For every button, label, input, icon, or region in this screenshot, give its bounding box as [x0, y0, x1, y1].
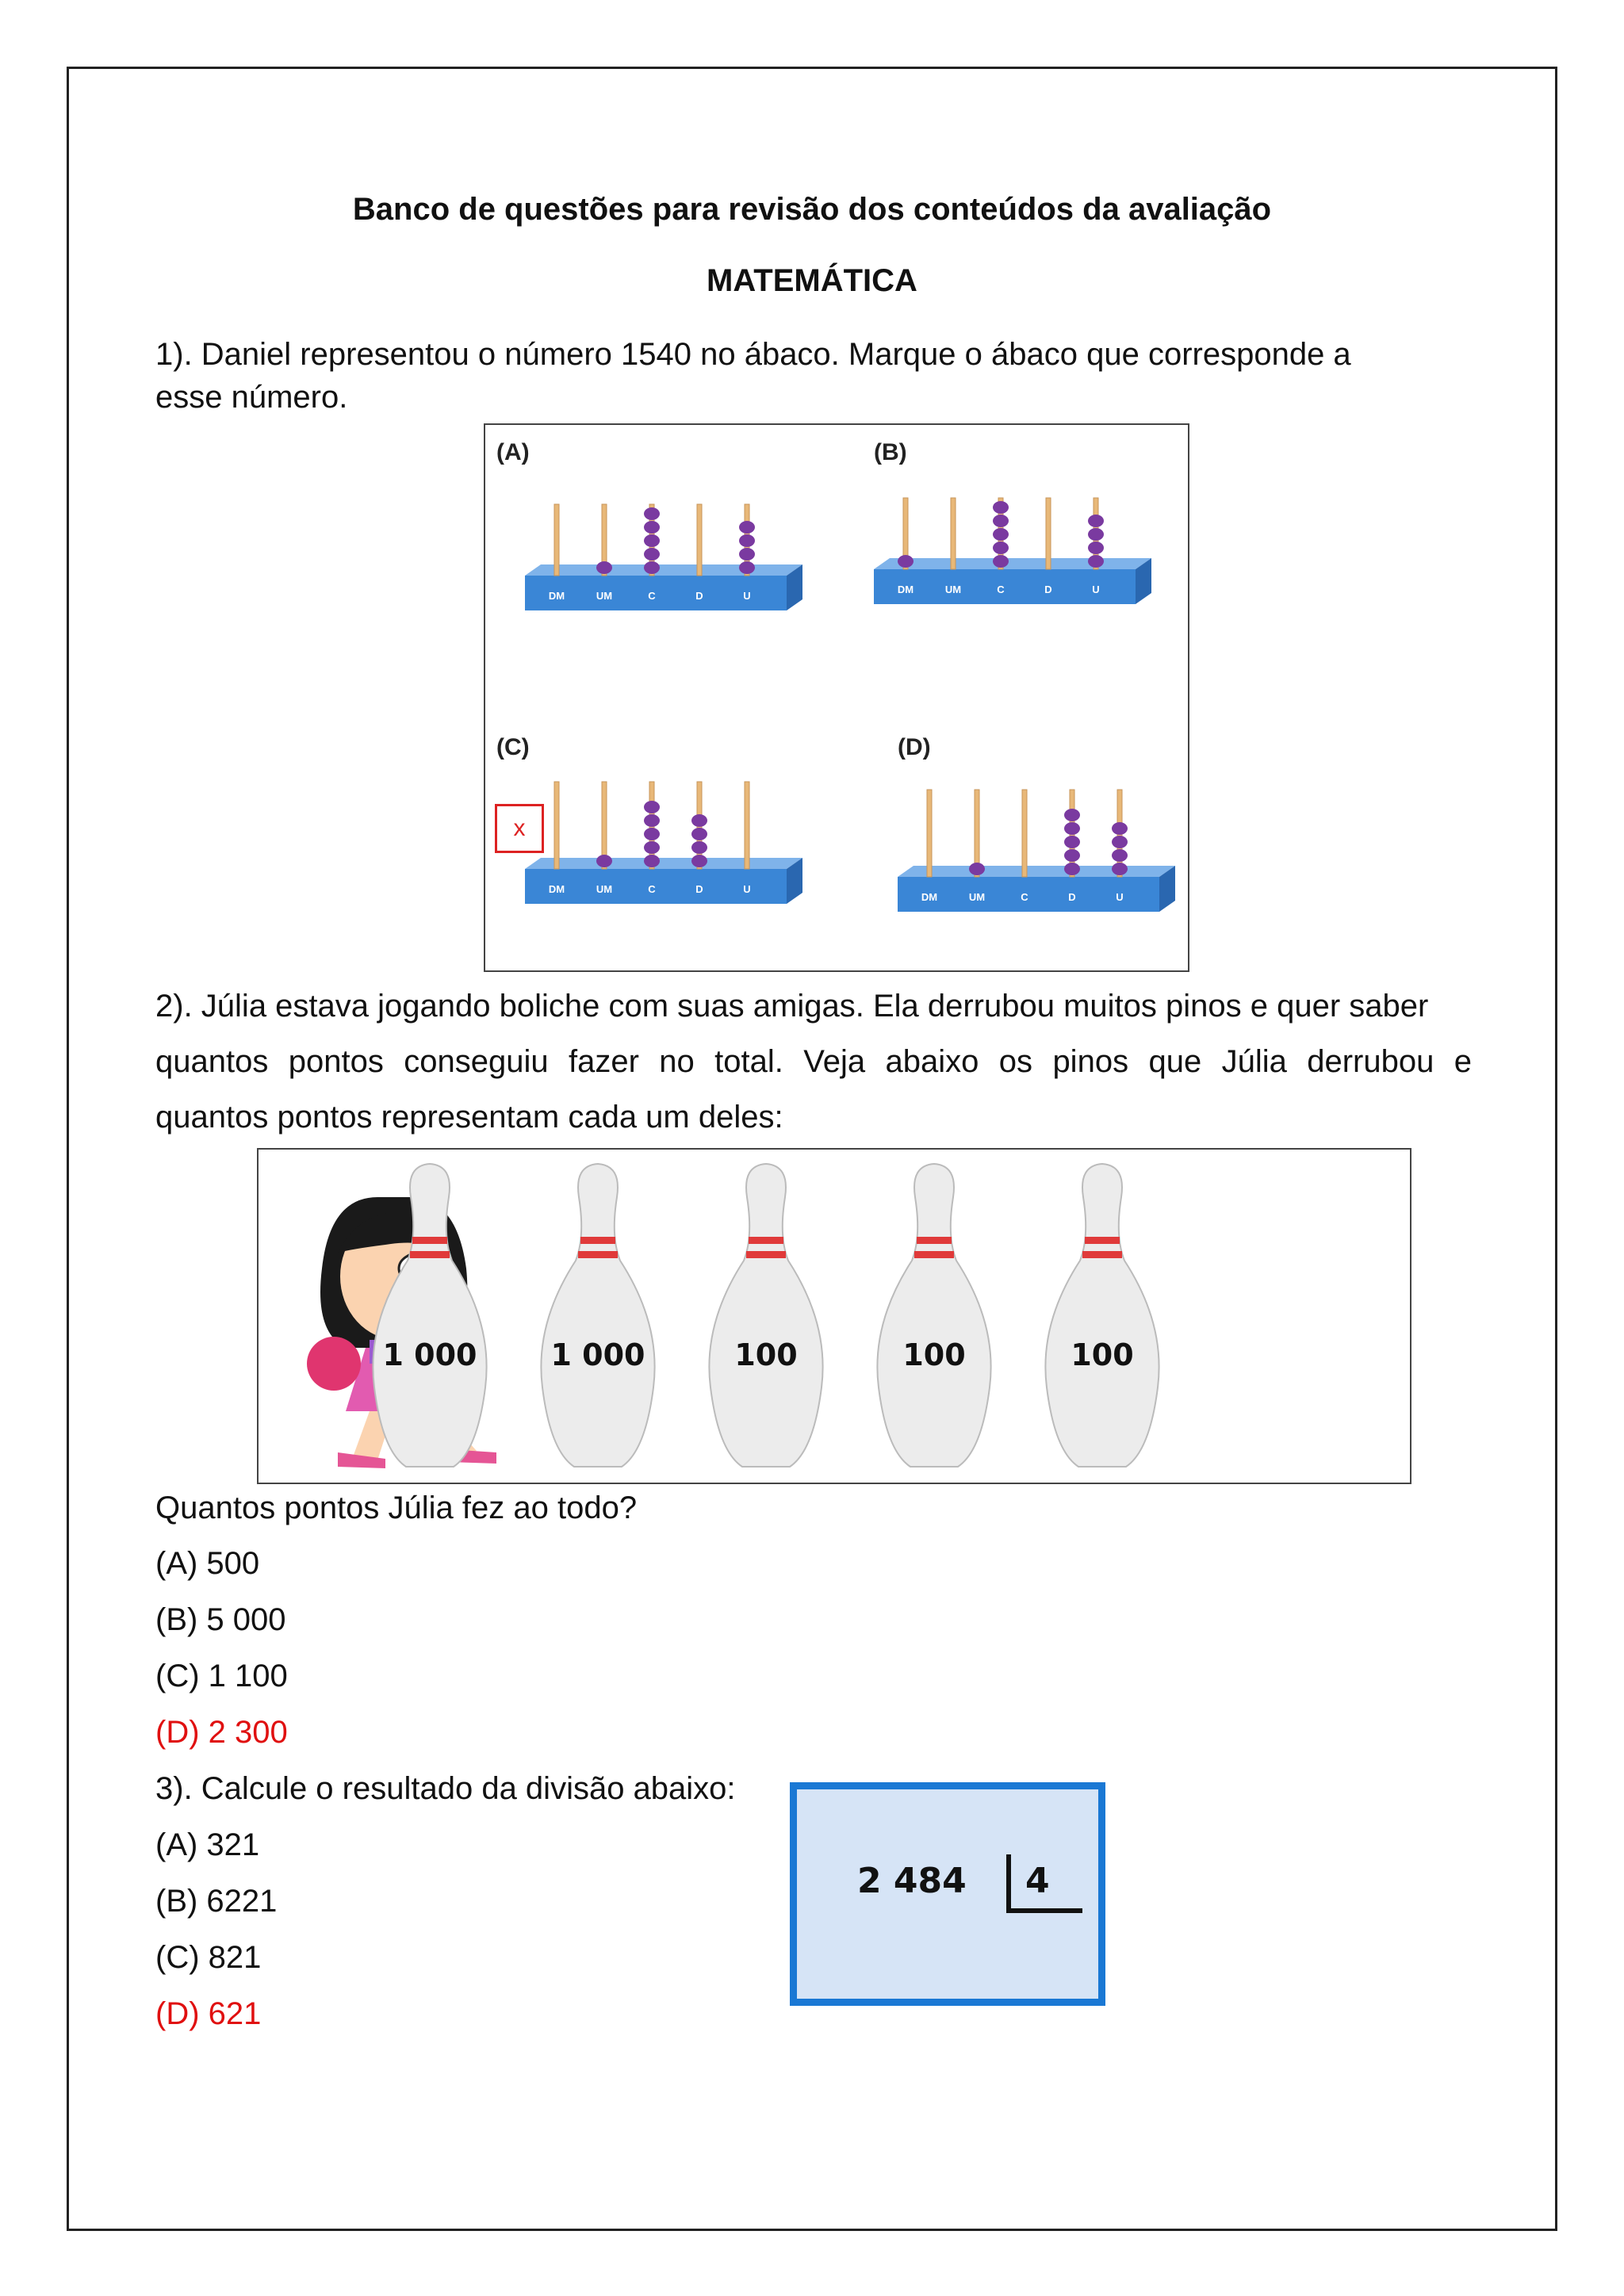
- abacus-rod-label: UM: [596, 883, 613, 895]
- abacus-rod: [951, 498, 956, 569]
- abacus-bead: [1112, 836, 1128, 848]
- bowling-pin: [541, 1164, 654, 1467]
- bowling-figure: [257, 1148, 1411, 1484]
- bowling-pin: [709, 1164, 822, 1467]
- answer-mark: x: [495, 804, 544, 853]
- abacus-base-top: [525, 858, 802, 869]
- pin-body: [1045, 1164, 1159, 1467]
- subject-title: MATEMÁTICA: [707, 263, 917, 298]
- q2-option-c: (C) 1 100: [155, 1659, 288, 1693]
- abacus-bead: [898, 555, 914, 568]
- pin-stripe: [914, 1251, 954, 1258]
- q2-option-a: (A) 500: [155, 1546, 260, 1581]
- abacus-bead: [644, 534, 660, 547]
- pin-value: 100: [1071, 1337, 1134, 1372]
- abacus-bead: [644, 801, 660, 813]
- abacus-bead: [691, 814, 707, 827]
- abacus-bead: [739, 548, 755, 561]
- q2-text-line3: quantos pontos representam cada um deles:: [155, 1100, 783, 1135]
- pin-body: [709, 1164, 822, 1467]
- abacus-rod-label: DM: [548, 590, 565, 602]
- abacus-rod-label: C: [1021, 891, 1028, 903]
- abacus-rod-label: UM: [968, 891, 986, 903]
- abacus-bead: [691, 828, 707, 840]
- page-title: Banco de questões para revisão dos conteúdos da avaliação: [352, 192, 1272, 227]
- pin-stripe: [746, 1251, 786, 1258]
- pin-stripe: [580, 1237, 615, 1244]
- abacus-rod: [697, 504, 702, 576]
- bowling-pin: [877, 1164, 990, 1467]
- abacus-bead: [739, 561, 755, 574]
- abacus-bead: [1064, 809, 1080, 821]
- abacus-bead: [1088, 541, 1104, 554]
- abacus-rod-label: D: [695, 590, 703, 602]
- abacus-bead: [969, 863, 985, 875]
- abacus-bead: [1112, 849, 1128, 862]
- abacus-rod-label: DM: [897, 584, 914, 595]
- pin-body: [877, 1164, 990, 1467]
- abacus-rod-label: C: [648, 590, 656, 602]
- abacus-bead: [1064, 849, 1080, 862]
- abacus-bead: [596, 561, 612, 574]
- abacus-bead: [739, 534, 755, 547]
- abacus-bead: [644, 828, 660, 840]
- abacus-rod-label: U: [1092, 584, 1100, 595]
- q3-option-d: (D) 621: [155, 1996, 262, 2031]
- abacus-bead: [1064, 863, 1080, 875]
- pin-stripe: [749, 1237, 783, 1244]
- abacus-rod: [554, 504, 559, 576]
- pins-group: [373, 1164, 1159, 1467]
- q3-option-c: (C) 821: [155, 1940, 262, 1975]
- abacus-rod: [554, 782, 559, 869]
- abacus-bead: [644, 841, 660, 854]
- abacus-bead: [1112, 822, 1128, 835]
- division-box: [790, 1782, 1105, 2006]
- pin-stripe: [578, 1251, 618, 1258]
- pin-value: 1 000: [382, 1337, 477, 1372]
- division-divisor: 4: [1025, 1861, 1050, 1901]
- abacus-rod-label: C: [997, 584, 1005, 595]
- abacus-d: [882, 774, 1175, 940]
- abacus-bead: [644, 561, 660, 574]
- abacus-base-top: [898, 866, 1175, 877]
- abacus-rod-label: DM: [548, 883, 565, 895]
- abacus-rod: [927, 790, 932, 877]
- abacus-rod: [1022, 790, 1027, 877]
- abacus-bead: [993, 541, 1009, 554]
- q2-text-line2: quantos pontos conseguiu fazer no total. Veja abaixo os pinos que Júlia derrubou e: [155, 1044, 1472, 1079]
- abacus-c: [509, 766, 802, 932]
- abacus-rod: [1046, 498, 1051, 569]
- pin-stripe: [1085, 1237, 1120, 1244]
- abacus-bead: [993, 515, 1009, 527]
- bowling-pin: [1045, 1164, 1159, 1467]
- abacus-bead: [1064, 836, 1080, 848]
- abacus-rod-label: DM: [921, 891, 938, 903]
- abacus-bead: [739, 521, 755, 534]
- abacus-rod: [745, 782, 749, 869]
- abacus-bead: [1088, 528, 1104, 541]
- abacus-figure: [484, 423, 1189, 972]
- division-bracket-horizontal: [1006, 1908, 1082, 1913]
- abacus-b: [858, 482, 1151, 633]
- pin-stripe: [410, 1251, 450, 1258]
- pin-stripe: [412, 1237, 447, 1244]
- q2-question: Quantos pontos Júlia fez ao todo?: [155, 1490, 638, 1525]
- abacus-rod-label: U: [743, 883, 751, 895]
- abacus-rod-label: D: [1044, 584, 1052, 595]
- abacus-bead: [1088, 555, 1104, 568]
- abacus-bead: [1064, 822, 1080, 835]
- pin-value: 1 000: [550, 1337, 645, 1372]
- abacus-a-label: (A): [496, 439, 530, 465]
- abacus-base-top: [874, 558, 1151, 569]
- abacus-base-top: [525, 564, 802, 576]
- bowling-svg: [259, 1150, 1410, 1483]
- abacus-rod-label: D: [1068, 891, 1076, 903]
- abacus-bead: [691, 841, 707, 854]
- abacus-bead: [691, 855, 707, 867]
- abacus-b-label: (B): [874, 439, 907, 465]
- abacus-a: [509, 488, 802, 639]
- abacus-d-label: (D): [898, 734, 931, 760]
- abacus-bead: [644, 548, 660, 561]
- abacus-c-label: (C): [496, 734, 530, 760]
- q1-text-line2: esse número.: [155, 380, 348, 415]
- abacus-rod-label: U: [1116, 891, 1124, 903]
- abacus-rod-label: UM: [944, 584, 962, 595]
- abacus-bead: [596, 855, 612, 867]
- q2-option-b: (B) 5 000: [155, 1602, 286, 1637]
- abacus-rod-label: UM: [596, 590, 613, 602]
- q3-option-b: (B) 6221: [155, 1884, 278, 1919]
- q3-text: 3). Calcule o resultado da divisão abaixo:: [155, 1771, 736, 1806]
- abacus-rod-label: C: [648, 883, 656, 895]
- abacus-bead: [993, 555, 1009, 568]
- abacus-rod-label: U: [743, 590, 751, 602]
- abacus-bead: [1112, 863, 1128, 875]
- abacus-rod-label: D: [695, 883, 703, 895]
- q2-option-d: (D) 2 300: [155, 1715, 288, 1750]
- abacus-bead: [993, 528, 1009, 541]
- pin-value: 100: [902, 1337, 966, 1372]
- abacus-bead: [644, 814, 660, 827]
- pin-stripe: [1082, 1251, 1122, 1258]
- q1-text-line1: 1). Daniel representou o número 1540 no ábaco. Marque o ábaco que corresponde a: [155, 337, 1351, 372]
- division-dividend: 2 484: [857, 1861, 967, 1901]
- q3-option-a: (A) 321: [155, 1827, 260, 1862]
- abacus-bead: [644, 507, 660, 520]
- pin-stripe: [917, 1237, 952, 1244]
- abacus-bead: [644, 521, 660, 534]
- division-bracket-vertical: [1006, 1854, 1011, 1913]
- abacus-bead: [644, 855, 660, 867]
- abacus-bead: [993, 501, 1009, 514]
- q2-text-line1: 2). Júlia estava jogando boliche com suas amigas. Ela derrubou muitos pinos e quer saber: [155, 989, 1429, 1024]
- pin-value: 100: [734, 1337, 798, 1372]
- pin-body: [541, 1164, 654, 1467]
- abacus-bead: [1088, 515, 1104, 527]
